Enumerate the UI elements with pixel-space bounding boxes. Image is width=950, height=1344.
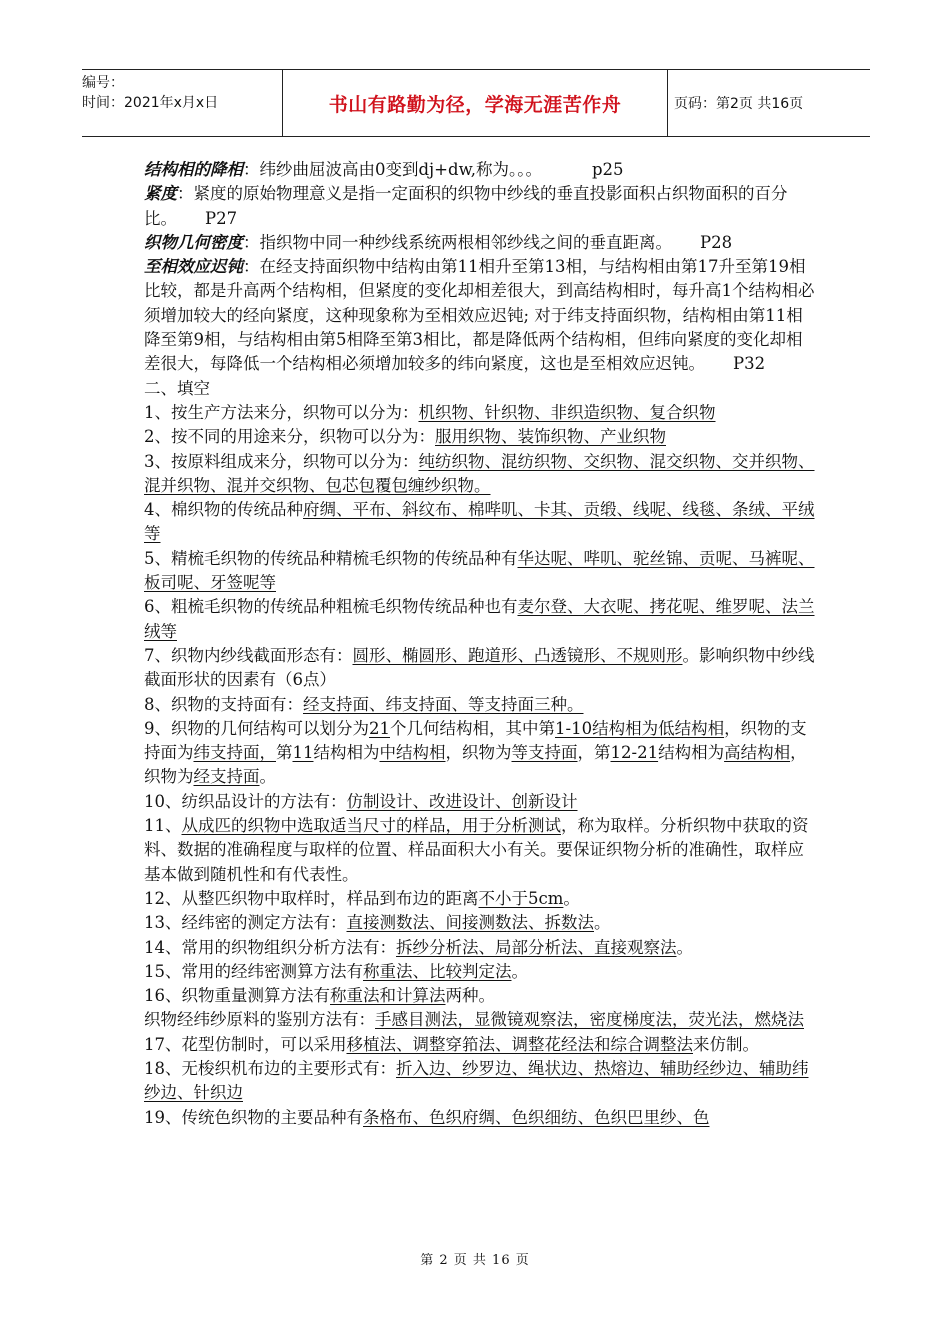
question-text: 11、 — [144, 816, 182, 836]
answer-text: 麦尔登、大衣呢、拷花呢、维罗呢、法兰绒等 — [144, 597, 815, 641]
answer-text: 移植法、调整穿筘法、调整花经法和综合调整法 — [346, 1034, 693, 1054]
answer-text: 纯纺织物、混纺织物、交织物、混交织物、交并织物、混并织物、混并交织物、包芯包覆包缠纱织物。 — [144, 451, 815, 495]
question-text: ，第 — [577, 743, 611, 763]
question-item — [144, 936, 816, 960]
question-item — [144, 425, 816, 449]
term: 至相效应迟钝 — [144, 257, 243, 277]
question-text: 织物经纬纱原料的鉴别方法有： — [144, 1010, 375, 1030]
question-text: 两种。 — [445, 986, 495, 1006]
answer-text: 12-21 — [610, 743, 659, 763]
question-text: 个几何结构相，其中第 — [390, 718, 555, 738]
question-text: 。 — [676, 937, 693, 957]
answer-text: 21 — [369, 718, 390, 738]
answer-text: 华达呢、哔叽、驼丝锦、贡呢、马裤呢、板司呢、牙签呢等 — [144, 548, 815, 593]
definition-text: ：在经支持面织物中结构由第11相升至第13相，与结构相由第17升至第19相比较，都是升高两个结构相，但紧度的变化却相差很大，到高结构相时，每升高1个结构相必须增加较大的经向紧度，这种现象称为至相效应迟钝; 对于纬支持面织物，结构相由第11相降至第9相，与结构相由第5相降至第3相比，都是降低两个结构相，但纬向紧度的变化却相差很大，每降低一个结构相必须增加较多的纬向紧度，这也是至相效应迟钝。 — [144, 257, 815, 374]
question-item — [144, 911, 816, 935]
question-item — [144, 644, 816, 693]
answer-text: 条格布、色织府绸、色织细纺、色织巴里纱、色 — [363, 1107, 710, 1127]
question-item — [144, 1033, 816, 1057]
answer-text: 称重法和计算法 — [330, 986, 446, 1006]
answer-text: 经支持面 — [193, 767, 260, 787]
question-item — [144, 1106, 816, 1130]
question-item — [144, 1057, 816, 1106]
question-item — [144, 693, 816, 717]
question-text: ，织物的支持面为 — [144, 718, 807, 763]
definition-paragraph — [144, 182, 816, 231]
question-text: 13、经纬密的测定方法有： — [144, 913, 347, 933]
answer-text: 拆纱分析法、局部分析法、直接观察法 — [396, 937, 677, 957]
question-text: 14、常用的织物组织分析方法有： — [144, 937, 396, 957]
page-header — [82, 69, 870, 137]
question-text: 1、按生产方法来分，织物可以分为： — [144, 402, 419, 422]
question-text: ，织物为 — [144, 743, 807, 787]
answer-text: 从成匹的织物中选取适当尺寸的样品，用于分析测试 — [181, 816, 561, 836]
question-text: 结构相为 — [658, 743, 725, 763]
answer-text: 中结构相 — [379, 743, 446, 763]
question-text: 15、常用的经纬密测算方法有 — [144, 961, 363, 981]
answer-text: 纬支持面， — [193, 743, 276, 763]
question-text: 16、织物重量测算方法有 — [144, 986, 330, 1006]
answer-text: 不小于5cm — [478, 888, 564, 908]
motto: 书山有路勤为径，学海无涯苦作舟 — [328, 93, 622, 116]
term: 织物几何密度 — [144, 232, 243, 252]
answer-text: 圆形、椭圆形、跑道形、凸透镜形、不规则形 — [352, 645, 683, 665]
definition-text: ：紧度的原始物理意义是指一定面积的织物中纱线的垂直投影面积占织物面积的百分比。 — [144, 184, 788, 228]
question-text: 5、精梳毛织物的传统品种精梳毛织物的传统品种有 — [144, 548, 518, 568]
answer-text: 服用织物、装饰织物、产业织物 — [435, 427, 666, 447]
definition-paragraph — [144, 231, 816, 255]
page-ref: p25 — [591, 160, 624, 179]
question-text: 。 — [259, 767, 276, 787]
answer-text: 1-10结构相为低结构相 — [555, 718, 725, 738]
question-text: 19、传统色织物的主要品种有 — [144, 1107, 363, 1127]
question-text: 12、从整匹织物中取样时，样品到布边的距离 — [144, 888, 479, 908]
question-text: ，织物为 — [445, 743, 512, 763]
question-text: 。 — [563, 888, 580, 908]
header-page-cell — [666, 70, 878, 136]
definition-text: ：指织物中同一种纱线系统两根相邻纱线之间的垂直距离。 — [243, 232, 672, 252]
question-text: 3、按原料组成来分，织物可以分为： — [144, 451, 419, 471]
question-text: ，称为取样。分析织物中获取的资料、数据的准确程度与取样的位置、样品面积大小有关。要保证织物分析的准确性，取样应基本做到随机性和有代表性。 — [144, 816, 809, 884]
answer-text: 府绸、平布、斜纹布、棉哔叽、卡其、贡缎、线呢、线毯、条绒、平绒等 — [144, 500, 815, 544]
question-item — [144, 887, 816, 911]
answer-text: 机织物、针织物、非织造织物、复合织物 — [418, 402, 716, 422]
question-text: 8、织物的支持面有： — [144, 694, 303, 714]
document-body — [144, 158, 816, 1130]
question-text: 结构相为 — [313, 743, 380, 763]
page-ref: P27 — [205, 208, 238, 228]
definition-paragraph — [144, 255, 816, 376]
answer-text: 直接测数法、间接测数法、拆数法 — [346, 913, 594, 933]
question-text: 。 — [594, 913, 611, 933]
answer-text: 等支持面 — [511, 743, 578, 763]
answer-text: 仿制设计、改进设计、创新设计 — [346, 791, 578, 811]
question-item — [144, 814, 816, 887]
question-text: 。影响织物中纱线截面形状的因素有（6点） — [144, 645, 815, 690]
header-meta — [82, 70, 282, 139]
question-text: 2、按不同的用途来分，织物可以分为： — [144, 427, 435, 447]
page-footer: 第 2 页 共 16 页 — [420, 1253, 530, 1268]
question-item — [144, 450, 816, 499]
question-text: 7、织物内纱线截面形态有： — [144, 645, 353, 665]
question-text: 4、棉织物的传统品种 — [144, 500, 303, 520]
page-label: 页码：第2页 共16页 — [674, 96, 804, 112]
question-text: 17、花型仿制时，可以采用 — [144, 1034, 347, 1054]
question-item — [144, 595, 816, 644]
question-item — [144, 717, 816, 790]
term: 紧度 — [144, 184, 177, 204]
date-label: 时间：2021年x月x日 — [82, 95, 219, 111]
term: 结构相的降相 — [144, 160, 243, 179]
question-text: 第 — [276, 743, 293, 763]
question-text: 10、纺织品设计的方法有： — [144, 791, 347, 811]
definition-paragraph — [144, 158, 816, 182]
question-item — [144, 498, 816, 547]
definition-text: ：纬纱曲屈波高由0变到dj+dw,称为。。。 — [243, 160, 542, 179]
question-item — [144, 960, 816, 984]
answer-text: 称重法、比较判定法 — [363, 961, 512, 981]
page-ref: P28 — [700, 232, 733, 252]
question-text: 18、无梭织机布边的主要形式有： — [144, 1058, 396, 1078]
answer-text: 经支持面、纬支持面、等支持面三种。 — [303, 694, 584, 714]
question-text: 来仿制。 — [693, 1034, 759, 1054]
question-text: 。 — [511, 961, 528, 981]
question-item — [144, 401, 816, 425]
question-item — [144, 547, 816, 596]
number-label: 编号： — [82, 75, 124, 91]
question-item — [144, 1008, 816, 1032]
section-heading: 二、填空 — [144, 378, 210, 398]
question-item — [144, 984, 816, 1008]
question-text: 9、织物的几何结构可以划分为 — [144, 718, 369, 738]
answer-text: 折入边、纱罗边、绳状边、热熔边、辅助经纱边、辅助纬纱边、针织边 — [144, 1058, 809, 1103]
answer-text: 11 — [292, 743, 314, 763]
question-text: 6、粗梳毛织物的传统品种粗梳毛织物传统品种也有 — [144, 597, 518, 617]
answer-text: 高结构相 — [724, 743, 791, 763]
page-ref: P32 — [733, 354, 766, 374]
header-motto-cell — [282, 70, 668, 136]
question-item — [144, 790, 816, 814]
answer-text: 手感目测法，显微镜观察法，密度梯度法，荧光法，燃烧法 — [375, 1010, 804, 1030]
